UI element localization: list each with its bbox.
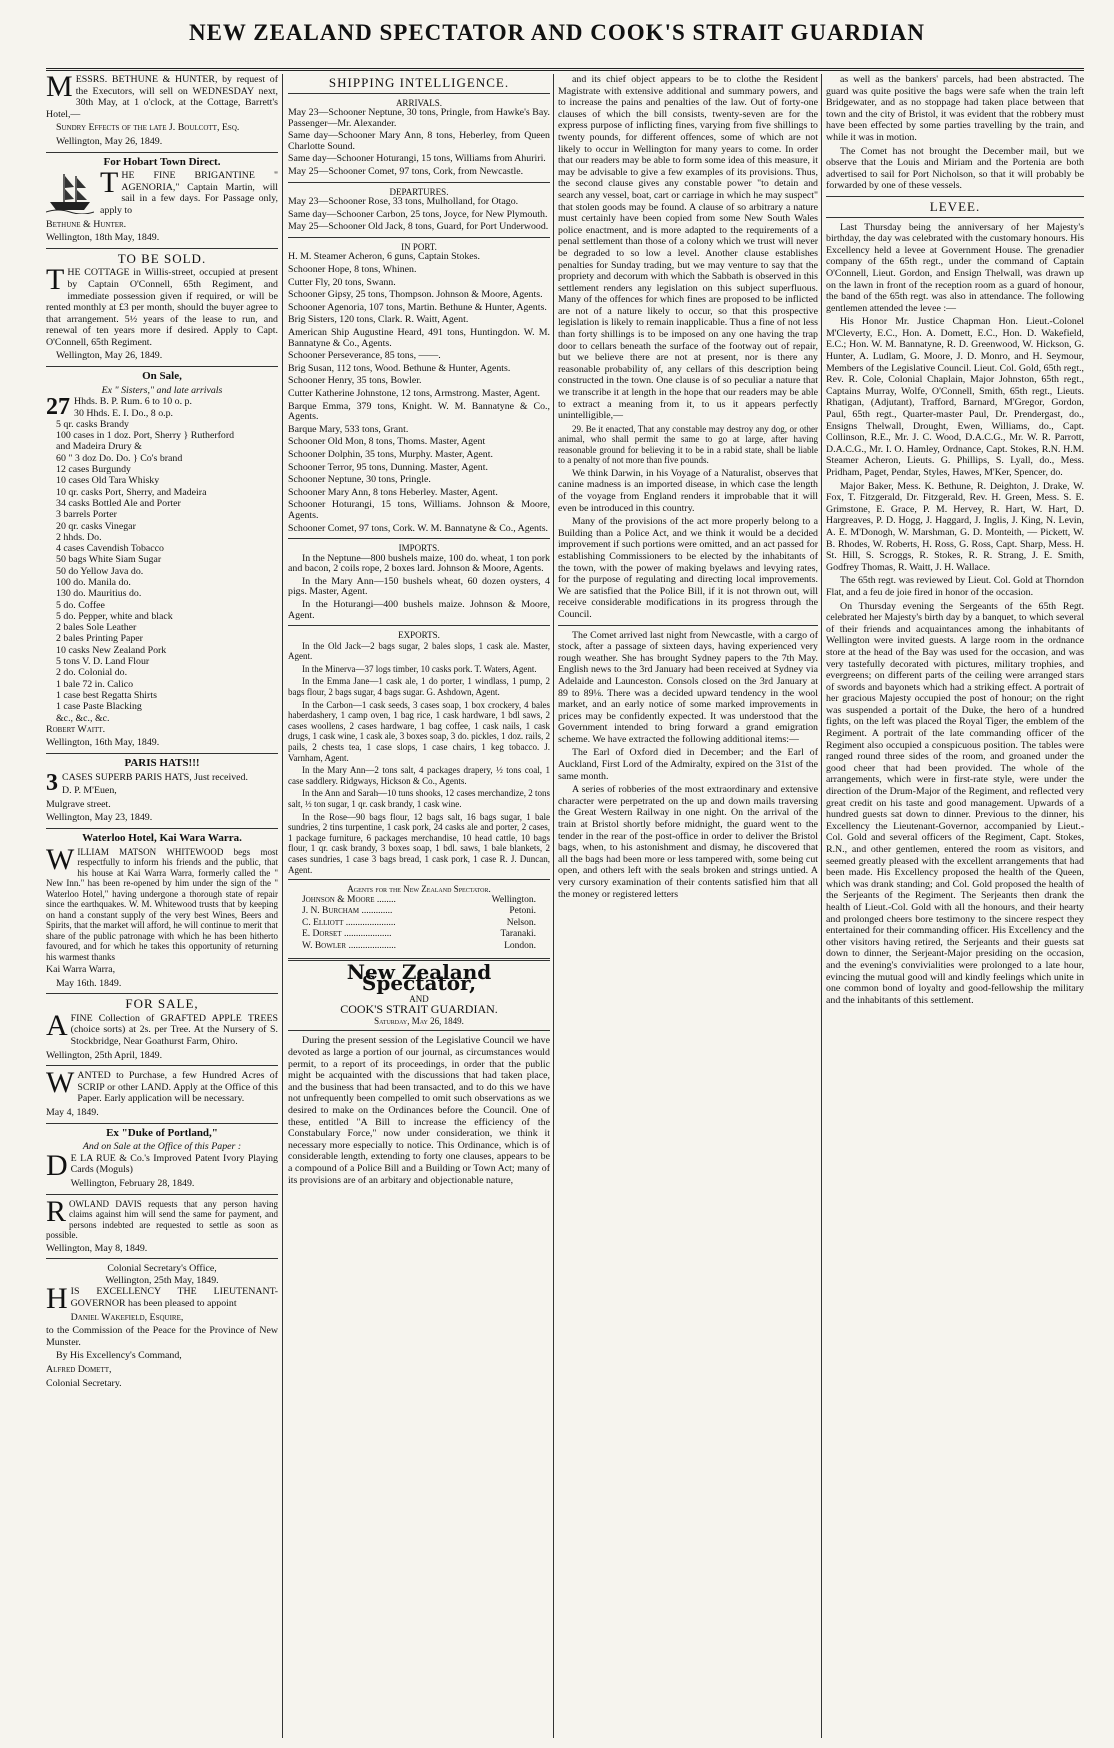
- import-item: In the Mary Ann—150 bushels wheat, 60 dozen oysters, 4 pigs. Master, Agent.: [288, 575, 550, 598]
- list-item: 2 bales Printing Paper: [56, 633, 143, 645]
- list-item: 1 case best Regatta Shirts: [56, 689, 157, 701]
- divider: [46, 1065, 278, 1066]
- paragraph: and its chief object appears to be to clothe the Resident Magistrate with extensive additional and summary powers, and to increase the pains and penalties of the law. Out of forty-one clauses of which the bill consists, twenty-seven are for the express purpose of inflicting fines, varying from five shillings to twenty pounds, for different offences, some of which are not likely to occur in Wellington for many years to come. In order that our readers may be able to form some idea of this measure, it may be advisable to give a few examples of its provisions. Thus, the second clause gives any constable power "to detain and search any vessel, boat, cart or carriage in which he may suspect" that stolen goods may be found. A clause of so arbitrary a nature must certainly have been copied from some New South Wales police enactment, and is more adapted to the requirements of a penal settlement than those of a colony which we trust will never be degraded to so low a level. Another clause establishes penalties for Sunday trading, but we may venture to say that the propriety and decorum with which the Sabbath is observed in this settlement renders any legislation on this subject superfluous. Many of the offences for which fines are proposed to be inflicted are not of a nature likely to occur, so that this prospective legislation is likely to remain inapplicable. Thus a fine of not less than forty shillings is to be imposed on any one having the trap door to cellars beneath the surface of the footway out of repair, but we believe there are not at present, nor is there any reasonable probability of, any cellars of this description being constructed in the town. One clause is of so peculiar a nature that we transcribe it at length in the hope that our readers may be able to extract a meaning from it, to us it appears perfectly unintelligible,—: [558, 74, 818, 422]
- agent-name: Johnson & Moore ........: [302, 894, 396, 905]
- column-levee: [826, 74, 1084, 1742]
- list-item: 30 Hhds. E. I. Do., 8 o.p.: [74, 407, 174, 419]
- list-item: 60 " 3 doz Do. Do. } Co's brand: [56, 452, 183, 464]
- masthead-rule: [46, 68, 1084, 71]
- agent-place: London.: [504, 941, 536, 951]
- column-rule: [282, 74, 283, 1738]
- ad-on-sale: On Sale, Ex " Sisters," and late arrivals 27 Hhds. B. P. Rum. 6 to 10 o. p. 30 Hhds. E. I. Do., 8 o.p. 5 qr. casks Brandy 100 cases in 1 doz. Port, Sherry } Rutherford and Madeira Drury & 60 " 3 doz Do. Do. } Co's brand 12 cases Burgundy 10 cases Old Tara Whisky 10 qr. casks Port, Sherry, and Madeira 34 casks Bottled Ale and Porter 3 barrels Porter 20 qr. casks Vinegar 2 hhds. Do. 4 cases Cavendish Tobacco 50 bags White Siam Sugar 50 do Yellow Java do. 100 do. Manila do. 130 do. Mauritius do. 5 do. Coffee 5 do. Pepper, white and black 2 bales Sole Leather 2 bales Printing Paper 10 casks New Zealand Pork 5 tons V. D. Land Flour 2 do. Colonial do. 1 bale 72 in. Calico 1 case best Regatta Shirts 1 case Paste Blacking &c., &c., &c. Robert Waitt. Wellington, 16th May, 1849.: [46, 371, 278, 749]
- divider: [46, 1123, 278, 1124]
- paragraph: The Earl of Oxford died in December; and the Earl of Auckland, First Lord of the Admiralty, expired on the 31st of the same month.: [558, 747, 818, 782]
- paragraph: A series of robberies of the most extraordinary and extensive character were perpetrated on the up and down mails traversing the Great Western Railway in one night. On the arrival of the train at Bristol shortly before midnight, the guard went to the tender in the rear of the post-office in order to deliver the Bristol bags, when, to his astonishment and dismay, he discovered that all the bags had been more or less tampered with, some being cut open, and others left with the seals broken and strings untied. A very cursory examination of their contents satisfied him that all the money or registered letters: [558, 784, 818, 900]
- list-item: 2 do. Colonial do.: [56, 667, 128, 679]
- agent-place: Taranaki.: [500, 929, 536, 940]
- paragraph: During the present session of the Legislative Council we have devoted as large a portion of our journal, as circumstances would permit, to a report of its proceedings, in order that the public might be acquainted with the discussions that had taken place, and the business that had been transacted, and to do this we have not unfrequently been compelled to omit such observations as we desired to make on the Ordinances before the Council. One of these, entitled "A Bill to increase the efficiency of the Constabulary Force," now under consideration, we think it necessary more especially to notice. This Ordinance, which is of considerable length, extending to forty one clauses, appears to be a compound of a Police Bill and a Building or Town Act; many of its provisions are of an arbitary and objectionable nature,: [288, 1035, 550, 1186]
- divider: [288, 93, 550, 94]
- nameplate-subtitle: COOK'S STRAIT GUARDIAN.: [340, 1002, 498, 1017]
- divider: [288, 538, 550, 539]
- in-port-item: Cutter Katherine Johnstone, 12 tons, Armstrong. Master, Agent.: [288, 387, 540, 399]
- arrival-item: May 25—Schooner Comet, 97 tons, Cork, from Newcastle.: [288, 166, 524, 178]
- in-port-item: Schooner Mary Ann, 8 tons Heberley. Master, Agent.: [288, 486, 498, 498]
- in-port-item: Schooner Terror, 95 tons, Dunning. Master, Agent.: [288, 461, 488, 473]
- in-port-item: Barque Emma, 379 tons, Knight. W. M. Bannatyne & Co., Agents.: [288, 400, 550, 423]
- clause-29: 29. Be it enacted, That any constable may destroy any dog, or other animal, who shall permit the same to go at large, after having reasonable ground for believing it to be in a rabid state, shall be liable to a penalty of not more than five pounds.: [558, 423, 818, 466]
- editorial-body-2: [558, 468, 818, 621]
- list-item: and Madeira Drury &: [56, 441, 142, 453]
- in-port-item: Schooner Henry, 35 tons, Bowler.: [288, 375, 422, 387]
- list-item: 2 bales Sole Leather: [56, 622, 137, 634]
- paragraph: The Comet arrived last night from Newcastle, with a cargo of stock, after a passage of sixteen days, having experienced very rough weather. She has brought Sydney papers to the 7th May. English news to the 3rd January had been received at Sydney via Adelaide and Launceston. Consols closed on the 3rd January at 89 to 89⅛. There was a decided upward tendency in the wool market, and an early notice of some marked improvements in prices may be confidently expected. It was understood that the Government intended to bring forward a grand emigration scheme. We have extracted the following additional items:—: [558, 629, 818, 745]
- list-item: 50 do Yellow Java do.: [56, 565, 144, 577]
- in-port-item: Barque Mary, 533 tons, Grant.: [288, 423, 409, 435]
- exports-list: [288, 641, 550, 875]
- in-port-item: Schooner Perseverance, 85 tons, ——.: [288, 350, 441, 362]
- divider: [46, 993, 278, 994]
- import-item: In the Hoturangi—400 bushels maize. Johnson & Moore, Agent.: [288, 598, 550, 621]
- export-item: In the Minerva—37 logs timber, 10 casks pork. T. Waters, Agent.: [302, 663, 537, 674]
- in-port-item: Schooner Dolphin, 35 tons, Murphy. Master, Agent.: [288, 448, 493, 460]
- agent-row: [288, 929, 550, 941]
- levee-heading: LEVEE.: [929, 198, 981, 214]
- agents-list: [288, 895, 550, 953]
- divider: [288, 182, 550, 183]
- divider: [46, 366, 278, 367]
- list-item: 5 do. Pepper, white and black: [56, 610, 173, 622]
- divider: [46, 248, 278, 249]
- list-item: 1 bale 72 in. Calico: [56, 678, 134, 690]
- departures-list: [288, 197, 550, 233]
- in-port-item: Schooner Old Mon, 8 tons, Thoms. Master, Agent: [288, 436, 486, 448]
- divider: [46, 1258, 278, 1259]
- list-item: 10 qr. casks Port, Sherry, and Madeira: [56, 486, 207, 498]
- agent-name: E. Dorset ....................: [302, 929, 392, 940]
- list-item: 34 casks Bottled Ale and Porter: [56, 497, 181, 509]
- ad-waterloo-hotel: Waterloo Hotel, Kai Wara Warra. WILLIAM MATSON WHITEWOOD begs most respectfully to inform his friends and the public, that his house at Kai Warra Warra, formerly called the " New Inn." has been re-opened by him under the sign of the " Waterloo Hotel," having undergone a thorough state of repair since the earthquakes. W. M. Whitewood trusts that by keeping on hand a constant supply of the very best Wines, Beers and Spirits, that the market will afford, he will continue to merit that share of the public patronage with which he has been hitherto favoured, and for which he takes this opportunity of returning his warmest thanks Kai Warra Warra, May 16th. 1849.: [46, 832, 278, 989]
- notice-colonial-secretary: Colonial Secretary's Office, Wellington, 25th May, 1849. HIS EXCELLENCY THE LIEUTENANT-GOVERNOR has been pleased to appoint Daniel Wakefield, Esquire, to the Commission of the Peace for the Province of New Munster. By His Excellency's Command, Alfred Domett, Colonial Secretary.: [46, 1263, 278, 1389]
- in-port-item: Schooner Comet, 97 tons, Cork. W. M. Bannatyne & Co., Agents.: [288, 522, 549, 534]
- ad-bethune: MESSRS. BETHUNE & HUNTER, by request of the Executors, will sell on WEDNESDAY next, 30th May, at 1 o'clock, at the Cottage, Barrett's Hotel,— Sundry Effects of the late J. Boulcott, Esq. Wellington, May 26, 1849.: [46, 74, 278, 147]
- arrival-item: Same day—Schooner Hoturangi, 15 tons, Williams from Ahuriri.: [288, 153, 546, 165]
- list-item: 4 cases Cavendish Tobacco: [56, 543, 164, 555]
- departure-item: May 25—Schooner Old Jack, 8 tons, Guard, for Port Underwood.: [288, 221, 549, 233]
- list-item: 2 hhds. Do.: [56, 531, 102, 543]
- export-item: In the Carbon—1 cask seeds, 3 cases soap, 1 box crockery, 4 bales haberdashery, 1 camp oven, 1 bag rice, 1 cask hardware, 1 bdl saws, 2 cases woollens, 2 cases hardware, 1 bag coffee, 1 cask nails, 1 cask drugs, 1 cask wine, 1 cask ale, 3 boxes soap, 3 do. pickles, 1 doz. rails, 2 pails, 2 chests tea, 1 case slops, 1 case chairs, 1 keg tobacco. J. Varnham, Agent.: [288, 699, 550, 763]
- divider: [46, 1194, 278, 1195]
- paragraph: The Comet has not brought the December mail, but we observe that the Louis and Miriam and the Portenia are both advertised to sail for Port Nicholson, so that it will probably be forwarded by one of these vessels.: [826, 145, 1084, 192]
- masthead: NEW ZEALAND SPECTATOR AND COOK'S STRAIT GUARDIAN: [188, 20, 925, 45]
- agent-row: [288, 918, 550, 930]
- in-port-item: H. M. Steamer Acheron, 6 guns, Captain Stokes.: [288, 251, 480, 263]
- in-port-item: Schooner Hoturangi, 15 tons, Williams. Johnson & Moore, Agents.: [288, 499, 550, 521]
- list-item: 50 bags White Siam Sugar: [56, 554, 162, 566]
- column-advertisements: [46, 74, 278, 1742]
- paragraph: We think Darwin, in his Voyage of a Naturalist, observes that canine madness is an imported disease, in which case the length of the voyage from England renders it improbable that it will even be introduced in this country.: [558, 467, 818, 514]
- column-rule: [821, 74, 822, 1738]
- import-item: In the Neptune—800 bushels maize, 100 do. wheat, 1 ton pork and bacon, 2 coils rope, 2 boxes lard. Johnson & Moore, Agents.: [288, 552, 550, 575]
- in-port-item: Schooner Hope, 8 tons, Whinen.: [288, 264, 417, 276]
- list-item: 1 case Paste Blacking: [56, 701, 142, 713]
- divider: [288, 625, 550, 626]
- divider: [46, 152, 278, 153]
- export-item: In the Emma Jane—1 cask ale, 1 do porter, 1 windlass, 1 pump, 2 bags flour, 2 bags sugar, 4 bags sugar. G. Ashdown, Agent.: [288, 676, 550, 698]
- list-item: 10 casks New Zealand Pork: [56, 644, 167, 656]
- paragraph: Many of the provisions of the act more properly belong to a Building than a Police Act, and we think it would be a decided improvement if such portions were omitted, and an act passed for establishing Commissioners to be elected by the inhabitants of the town, with the power of making byelaws and levying rates, for the purpose of regulating and directing local improvements. We are satisfied that the Police Bill, if it is not thrown out, will receive considerable modifications in its progress through the Council.: [558, 516, 818, 620]
- divider: [288, 879, 550, 880]
- divider: [288, 1030, 550, 1031]
- export-item: In the Mary Ann—2 tons salt, 4 packages drapery, ½ tons coal, 1 case saddlery. Ridgways, Hickson & Co., Agents.: [288, 765, 550, 786]
- in-port-item: Schooner Gipsy, 25 tons, Thompson. Johnson & Moore, Agents.: [288, 289, 543, 301]
- agent-row: [288, 906, 550, 918]
- list-item: &c., &c., &c.: [56, 712, 110, 724]
- issue-date: Saturday, May 26, 1849.: [374, 1015, 464, 1026]
- divider: [46, 753, 278, 754]
- ad-duke-of-portland: Ex "Duke of Portland," And on Sale at the Office of this Paper : D E LA RUE & Co.'s Improved Patent Ivory Playing Cards (Moguls) Wellington, February 28, 1849.: [46, 1126, 278, 1190]
- list-item: 5 qr. casks Brandy: [56, 418, 129, 430]
- paragraph: The 65th regt. was reviewed by Lieut. Col. Gold at Thorndon Flat, and a feu de joie fired in honor of the occasion.: [826, 575, 1084, 598]
- export-item: In the Rose—90 bags flour, 12 bags salt, 16 bags sugar, 1 bale sundries, 2 tins turpentine, 1 cask pork, 24 casks ale and porter, 2 cases, 1 package furniture, 6 packages merchandise, 10 head cattle, 10 bags flour, 1 qr. cask brandy, 3 boxes soap, 1 bdl. saws, 1 bale blankets, 2 cases sundries, 1 case 3 bags bread, 1 cask pork, 1 case R. J. Duncan, Agent.: [288, 811, 550, 875]
- agent-place: Wellington.: [491, 894, 536, 905]
- comet-news: [558, 630, 818, 901]
- list-item: 130 do. Mauritius do.: [56, 588, 142, 600]
- list-item: 12 cases Burgundy: [56, 464, 131, 476]
- agent-name: W. Bowler ....................: [302, 941, 396, 951]
- agent-name: C. Elliott .....................: [302, 917, 396, 928]
- on-sale-list: 27 Hhds. B. P. Rum. 6 to 10 o. p. 30 Hhds. E. I. Do., 8 o.p. 5 qr. casks Brandy 100 cases in 1 doz. Port, Sherry } Rutherford and Madeira Drury & 60 " 3 doz Do. Do. } Co's brand 12 cases Burgundy 10 cases Old Tara Whisky 10 qr. casks Port, Sherry, and Madeira 34 casks Bottled Ale and Porter 3 barrels Porter 20 qr. casks Vinegar 2 hhds. Do. 4 cases Cavendish Tobacco 50 bags White Siam Sugar 50 do Yellow Java do. 100 do. Manila do. 130 do. Mauritius do. 5 do. Coffee 5 do. Pepper, white and black 2 bales Sole Leather 2 bales Printing Paper 10 casks New Zealand Pork 5 tons V. D. Land Flour 2 do. Colonial do. 1 bale 72 in. Calico 1 case best Regatta Shirts 1 case Paste Blacking &c., &c., &c.: [46, 396, 278, 724]
- divider: [288, 237, 550, 238]
- ad-wanted: WANTED to Purchase, a few Hundred Acres of SCRIP or other LAND. Apply at the Office of this Paper. Early application will be necessary. May 4, 1849.: [46, 1066, 278, 1119]
- divider: [826, 217, 1084, 218]
- agent-row: [288, 895, 550, 907]
- list-item: 5 tons V. D. Land Flour: [56, 656, 150, 668]
- export-item: In the Ann and Sarah—10 tuns shooks, 12 cases merchandize, 2 tons salt, ½ ton sugar, 1 qr. cask brandy, 1 cask wine.: [288, 788, 550, 809]
- list-item: 3 barrels Porter: [56, 509, 117, 521]
- ad-hobart: For Hobart Town Direct. THE FINE BRIGANTINE " AGENORIA," Captain Martin, will sail in a few days. For Passage only, apply to Bethune & Hunter. Wellington, 18th May, 1849.: [46, 155, 278, 244]
- divider: [826, 196, 1084, 197]
- departure-item: Same day—Schooner Carbon, 25 tons, Joyce, for New Plymouth.: [288, 208, 548, 220]
- ad-paris-hats: PARIS HATS!!! 3 CASES SUPERB PARIS HATS, Just received. D. P. M'Euen, Mulgrave street. Wellington, May 23, 1849.: [46, 757, 248, 824]
- levee-report: [826, 222, 1084, 1007]
- departure-item: May 23—Schooner Rose, 33 tons, Mulholland, for Otago.: [288, 196, 519, 208]
- agent-row: [288, 941, 550, 953]
- arrival-item: Same day—Schooner Mary Ann, 8 tons, Heberley, from Queen Charlotte Sound.: [288, 130, 550, 152]
- imports-list: [288, 554, 550, 622]
- column-shipping: SHIPPING INTELLIGENCE. ARRIVALS. May 23—Schooner Neptune, 30 tons, Pringle, from Hawke's Bay. Passenger—Mr. Alexander. Same day—Schooner Mary Ann, 8 tons, Heberley, from Queen Charlotte Sound. Same day—Schooner Hoturangi, 15 tons, Williams from Ahuriri. May 25—Schooner Comet, 97 tons, Cork, from Newcastle. DEPARTURES. May 23—Schooner Rose, 33 tons, Mulholland, for Otago. Same day—Schooner Carbon, 25 tons, Joyce, for New Plymouth. May 25—Schooner Old Jack, 8 tons, Guard, for Port Underwood. IN PORT. H. M. Steamer Acheron, 6 guns, Captain Stokes. Schooner Hope, 8 tons, Whinen. Cutter Fly, 20 tons, Swann. Schooner Gipsy, 25 tons, Thompson. Johnson & Moore, Agents. Schooner Agenoria, 107 tons, Martin. Bethune & Hunter, Agents. Brig Sisters, 120 tons, Clark. R. Waitt, Agent. American Ship Augustine Heard, 491 tons, Huntingdon. W. M. Bannatyne & Co., Agents. Schooner Perseverance, 85 tons, ——. Brig Susan, 112 tons, Wood. Bethune & Hunter, Agents. Schooner Henry, 35 tons, Bowler. Cutter Katherine Johnstone, 12 tons, Armstrong. Master, Agent. Barque Emma, 379 tons, Knight. W. M. Bannatyne & Co., Agents. Barque Mary, 533 tons, Grant. Schooner Old Mon, 8 tons, Thoms. Master, Agent Schooner Dolphin, 35 tons, Murphy. Master, Agent. Schooner Terror, 95 tons, Dunning. Master, Agent. Schooner Neptune, 30 tons, Pringle. Schooner Mary Ann, 8 tons Heberley. Master, Agent. Schooner Hoturangi, 15 tons, Williams. Johnson & Moore, Agents. Schooner Comet, 97 tons, Cork. W. M. Bannatyne & Co., Agents. IMPORTS. In the Neptune—800 bushels maize, 100 do. wheat, 1 ton pork and bacon, 2 coils rope, 2 boxes lard. Johnson & Moore, Agents. In the Mary Ann—150 bushels wheat, 60 dozen oysters, 4 pigs. Master, Agent. In the Hoturangi—400 bushels maize. Johnson & Moore, Agent. EXPORTS. In the Old Jack—2 bags sugar, 2 bales slops, 1 cask ale. Master, Agent. In the Minerva—37 logs timber, 10 casks pork. T. Waters, Agent. In the Emma Jane—1 cask ale, 1 do porter, 1 windlass, 1 pump, 2 bags flour, 2 bags sugar, 4 bags sugar. G. Ashdown, Agent. In the Carbon—1 cask seeds, 3 cases soap, 1 box crockery, 4 bales haberdashery, 1 camp oven, 1 bag rice, 1 cask hardware, 1 bdl saws, 2 cases woollens, 2 cases hardware, 1 bag coffee, 1 cask nails, 1 cask drugs, 1 cask wine, 1 cask ale, 3 boxes soap, 3 do. pickles, 1 doz. rails, 2 pails, 2 chests tea, 1 case slops, 1 case chairs, 1 keg tobacco. J. Varnham, Agent. In the Mary Ann—2 tons salt, 4 packages drapery, ½ tons coal, 1 case saddlery. Ridgways, Hickson & Co., Agents. In the Ann and Sarah—10 tuns shooks, 12 cases merchandize, 2 tons salt, ½ ton sugar, 1 qr. cask brandy, 1 cask wine. In the Rose—90 bags flour, 12 bags salt, 16 bags sugar, 1 bale sundries, 2 tins turpentine, 1 cask pork, 24 casks ale and porter, 2 cases, 1 package furniture, 6 packages merchandise, 10 head cattle, 10 bags flour, 1 qr. cask brandy, 3 boxes soap, 1 bdl. saws, 1 bale blankets, 2 cases sundries, 1 case 3 bags bread, 1 cask pork, 1 case R. J. Duncan, Agent. Agents for the New Zealand Spectator. Johnson & Moore ........ Wellington. J. N. Burcham ............. Petoni. C. Elliott ..................... Nelson. E. Dorset .................... Taranaki. W. Bowler .................... London. New Zealand Spectator, AND COOK'S STRAIT GUARDIAN. Saturday, May 26, 1849. During the present session of the Legislative Council we have devoted as large a portion of our journal, as circumstances would permit, to a report of its proceedings, in order that the public might be acquainted with the discussions that had taken place, and the business that had been transacted, and to do this we have not unfrequently been compelled to omit such observations as we desired to make on the Ordinances before the Council. One of these, entitled "A Bill to increase the efficiency of the Constabulary Force," now under consideration, we think it necessary more especially to notice. This Ordinance, which is of considerable length, extending to forty one clauses, appears to be a compound of a Police Bill and a Building or Town Act; many of its provisions are of an arbitary and objectionable nature,: [288, 75, 550, 1186]
- nameplate-title: New Zealand Spectator,: [346, 959, 492, 996]
- list-item: 5 do. Coffee: [56, 599, 105, 611]
- ad-to-be-sold: TO BE SOLD. THE COTTAGE in Willis-street, occupied at present by Captain O'Connell, 65th Regiment, and immediate possession given if required, or will be rented monthly at £3 per month, should the buyer agree to that arrangement. 5½ years of the lease to run, and renewal of ten years more if desired. Apply to Capt. O'Connell, 65th Regiment. Wellington, May 26, 1849.: [46, 250, 278, 362]
- divider: [46, 828, 278, 829]
- agent-name: J. N. Burcham .............: [302, 906, 393, 917]
- column-rule: [553, 74, 554, 1738]
- robbery-continued: [826, 74, 1084, 192]
- list-item: 100 cases in 1 doz. Port, Sherry } Rutherford: [56, 430, 235, 442]
- in-port-item: Cutter Fly, 20 tons, Swann.: [288, 276, 396, 288]
- column-editorial-continued: [558, 74, 818, 1742]
- editorial: [288, 1035, 550, 1186]
- in-port-list: [288, 252, 550, 534]
- list-item: 100 do. Manila do.: [56, 577, 131, 588]
- export-item: In the Old Jack—2 bags sugar, 2 bales slops, 1 cask ale. Master, Agent.: [288, 640, 550, 662]
- list-item: Hhds. B. P. Rum. 6 to 10 o. p.: [74, 396, 192, 408]
- paragraph: as well as the bankers' parcels, had been abstracted. The guard was quite positive the bags were safe when the train left Bridgewater, and as no stoppage had taken place between that town and the city of Bristol, it was evident that the robbery must have been effected by some parties travelling by the train, and while it was in motion.: [826, 74, 1084, 143]
- in-port-item: Schooner Agenoria, 107 tons, Martin. Bethune & Hunter, Agents.: [288, 301, 547, 313]
- paragraph: His Honor Mr. Justice Chapman Hon. Lieut.-Colonel M'Cleverty, E.C., Hon. A. Domett, E.C., Hon. D. Wakefield, E.C.; Hon. W. M. Bannatyne, R. D. Greenwood, W. Hickson, G. Hunter, A. Ludlam, G. Moore, J. D. Monro, and H. Seymour, Members of the Legislative Council. Lieut. Col. Gold, 65th regt., Rev. R. Cole, Colonial Chaplain, Major Johnston, 65th regt., Captains Murray, Wolfe, O'Connell, Smith, 65th regt., Lieuts. Rhatigan, (Adjutant), Trafford, Barnard, M'Gregor, Gordon, Paul, 65th regt., Quarter-master Paul, Dr. Prendergast, do., Ensigns Thelwall, Drought, Ewen, Williams, do., Capt. Collinson, R.E., Mr. J. C. Wood, D.A.C.G., Mr. W. R. Parrott, D.A.C.G., Mr. I. O. Hamley, Ordnance, Capt. Stokes, R.N. H.M. Steamer Acheron, Lieuts. G. Phillips, S. Lyall, do., Mess. Pridham, Paget, Pendar, Styles, Hawes, M'Ker, Spencer, do.: [826, 316, 1084, 478]
- in-port-item: American Ship Augustine Heard, 491 tons, Huntingdon. W. M. Bannatyne & Co., Agents.: [288, 327, 550, 349]
- divider: [558, 625, 818, 626]
- in-port-item: Schooner Neptune, 30 tons, Pringle.: [288, 474, 431, 486]
- in-port-item: Brig Susan, 112 tons, Wood. Bethune & Hunter, Agents.: [288, 362, 511, 374]
- list-item: 20 qr. casks Vinegar: [56, 520, 136, 532]
- in-port-item: Brig Sisters, 120 tons, Clark. R. Waitt, Agent.: [288, 314, 469, 326]
- agent-place: Nelson.: [506, 917, 536, 928]
- ad-apple-trees: FOR SALE, AFINE Collection of GRAFTED APPLE TREES (choice sorts) at 2s. per Tree. At the Nursery of S. Stockbridge, Near Goathurst Farm, Ohiro. Wellington, 25th April, 1849.: [46, 996, 278, 1061]
- agent-place: Petoni.: [509, 906, 536, 917]
- sailing-ship-icon: [46, 170, 94, 214]
- ad-rowland-davis: ROWLAND DAVIS requests that any person having claims against him will send the same for payment, and persons indebted are requested to settle as soon as possible. Wellington, May 8, 1849.: [46, 1194, 278, 1254]
- paragraph: On Thursday evening the Sergeants of the 65th Regt. celebrated her Majesty's birth day by a banquet, to which several of their friends and acquaintances among the inhabitants of Wellington were invited guests. A large room in the ordnance store at the head of the Bay was used for the occasion, and was very tastefully decorated with pictures, military trophies, and evergreens; on different parts of the ceiling were arranged stars of swords and bayonets which had a striking effect. A portrait of her gracious Majesty occupied the post of honour; on the right was suspended a portait of the Duke, the hero of a hundred fights, on the left was placed the Royal Tiger, the emblem of the Regiment. A portrait of the late commanding officer of the Regiment also occupied a conspicuous position. The tables were ranged round three sides of the room, and groaned under the good cheer that had been provided. The whole of the arrangements, which were in first-rate style, were under the direction of the Drum-Major of the Regiment, and reflected very great credit on his taste and good management. Upwards of a hundred guests sat down to dinner. Previous to the dinner, his Excellency the Lieutenant-Governor, accompanied by Lieut.-Col. Gold and several officers of the Regiment, Capt. Stokes, R.N., and other gentlemen, entered the room as visitors, and seemed greatly pleased with the excellent arrangements that had been made. His Excellency proposed the health of the Queen, which was drank standing; and Col. Gold proposed the health of the Serjeants of the Regiment. The Serjeants then drank the health of Lieut.-Col. Gold with all the honours, and their hearty and prolonged cheers bore testimony to the sincere respect they entertained for their commanding officer. His Excellency and the other visitors having retired, the Serjeants and their guests sat down to dinner, the Serjeant-Major presiding on the occasion, and the evening's convivialities were prolonged to a late hour, evincing the mutual good will and kindly feelings which unite in one common bond of loyalty and good-fellowship the military and the inhabitants of this settlement.: [826, 600, 1084, 1006]
- arrivals-list: [288, 108, 550, 178]
- arrival-item: May 23—Schooner Neptune, 30 tons, Pringle, from Hawke's Bay. Passenger—Mr. Alexander.: [288, 107, 550, 129]
- paragraph: Last Thursday being the anniversary of her Majesty's birthday, the day was celebrated with the customary honours. His Excellency held a levee at Government House. The grenadier company of the 65th regt., under the command of Captain O'Connell, Lieut. Gordon, and Ensign Thelwall, was drawn up on the lawn in front of the reception room as a guard of honour, the band of the 65th regt. was also in attendance. The following gentlemen attended the levee :—: [826, 221, 1084, 314]
- editorial-body: [558, 74, 818, 422]
- paragraph: Major Baker, Mess. K. Bethune, R. Deighton, J. Drake, W. Fox, T. Fitzgerald, Dr. Fitzgerald, Rev. H. Green, Mess. S. E. Grimstone, E. Grace, P. M. Hervey, R. Hart, W. Hart, D. Hargreaves, P. D. Hogg, J. Haggard, J. Inglis, J. King, N. Levin, A. E. M'Donogh, W. Marshman, G. D. Monteith, — Pickett, W. B. Rhodes, W. Roberts, H. Ross, G. Ross, Capt. Sharp, Mess. H. St. Hill, S. Scroggs, R. Stokes, R. R. Strang, J. E. Smith, Godfrey Thomas, R. Waitt, J. H. Wallace.: [826, 480, 1084, 573]
- list-item: 10 cases Old Tara Whisky: [56, 475, 160, 487]
- shipping-heading: SHIPPING INTELLIGENCE.: [328, 75, 510, 90]
